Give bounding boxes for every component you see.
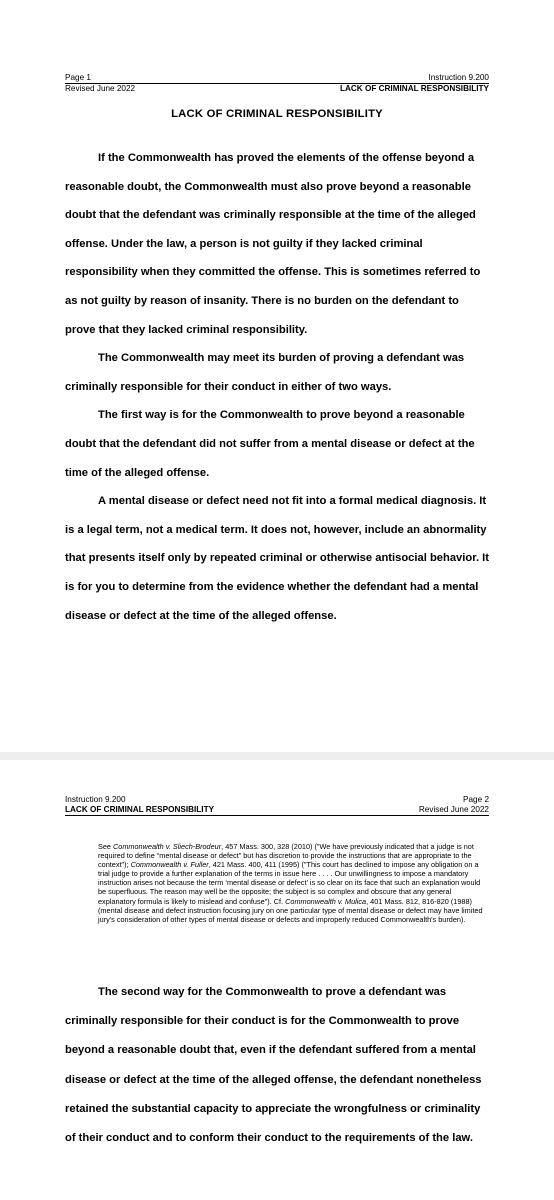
- paragraph: A mental disease or defect need not fit into a formal medical diagnosis. It is a legal term, not a medical term. It does not, however, include an abnormality that presents itself only by repeated criminal or otherwise antisocial behavior. It is for you to determine from the evidence whether the defendant had a mental disease or defect at the time of the alleged offense.: [65, 495, 490, 622]
- paragraph: The Commonwealth may meet its burden of proving a defendant was criminally responsible for their conduct in either of two ways.: [65, 352, 465, 393]
- page-number: Page 2: [463, 795, 489, 804]
- revised-date: Revised June 2022: [418, 805, 489, 814]
- paragraph: The second way for the Commonwealth to prove a defendant was criminally responsible for their conduct is for the Commonwealth to prove beyond a reasonable doubt that, even if the defendant suffered from a mental disease or defect at the time of the alleged offense, the defendant nonetheless retained the substantial capacity to appreciate the wrongfulness or criminality of their conduct and to conform their conduct to the requirements of the law.: [65, 986, 482, 1145]
- page-header: [65, 795, 489, 816]
- section-header: LACK OF CRIMINAL RESPONSIBILITY: [65, 805, 215, 814]
- instruction-number: Instruction 9.200: [428, 73, 489, 82]
- case-citation: Commonwealth v. Sliech-Brodeur: [113, 842, 222, 851]
- document-title: LACK OF CRIMINAL RESPONSIBILITY: [171, 108, 383, 120]
- page-number: Page 1: [65, 73, 91, 82]
- page-header: [65, 73, 489, 94]
- revised-date: Revised June 2022: [65, 84, 136, 93]
- case-citation: Commonwealth v. Fuller: [130, 860, 209, 870]
- body-text: [65, 978, 491, 1153]
- paragraph: If the Commonwealth has proved the elements of the offense beyond a reasonable doubt, the Commonwealth must also prove beyond a reasonable doubt that the defendant was criminally responsible at the time of the alleged offense. Under the law, a person is not guilty if they lacked criminal responsibility when they committed the offense. This is sometimes referred to as not guilty by reason of insanity. There is no burden on the defendant to prove that they lacked criminal responsibility.: [65, 152, 481, 336]
- section-header: LACK OF CRIMINAL RESPONSIBILITY: [339, 84, 489, 93]
- case-citation: Commonwealth v. Mulica: [285, 896, 367, 906]
- paragraph: The first way is for the Commonwealth to prove beyond a reasonable doubt that the defendant did not suffer from a mental disease or defect at the time of the alleged offense.: [65, 409, 475, 479]
- footnote-text: See Commonwealth v. Sliech-Brodeur, 457 Mass. 300, 328 (2010) ("We have previously indicated that a judge is not required to define “mental disease or defect” but has discretion to provide the instructions that are appropriate to the context"); Commonwealth v. Fuller, 421 Mass. 400, 411 (1995) ("This court has declined to impose any obligation on a trial judge to provide a further explanation of the terms in issue here . . . . Our unwillingness to impose a mandatory instruction arises not because the term ‘mental disease or defect’ is so clear on its face that such an explanation would be superfluous. The reason may well be the opposite; the subject is so complex and obscure that any general explanatory formula is likely to mislead and confuse"). Cf. Commonwealth v. Mulica, 401 Mass. 812, 816-820 (1988) (mental disease and defect instruction focusing jury on one particular type of mental disease or defect may have limited jury's consideration of other types of mental disease or defects and improperly reduced Commonwealth's burden).: [98, 842, 483, 924]
- document-page-2: [0, 760, 554, 1200]
- body-text: [65, 144, 491, 630]
- instruction-number: Instruction 9.200: [65, 795, 126, 804]
